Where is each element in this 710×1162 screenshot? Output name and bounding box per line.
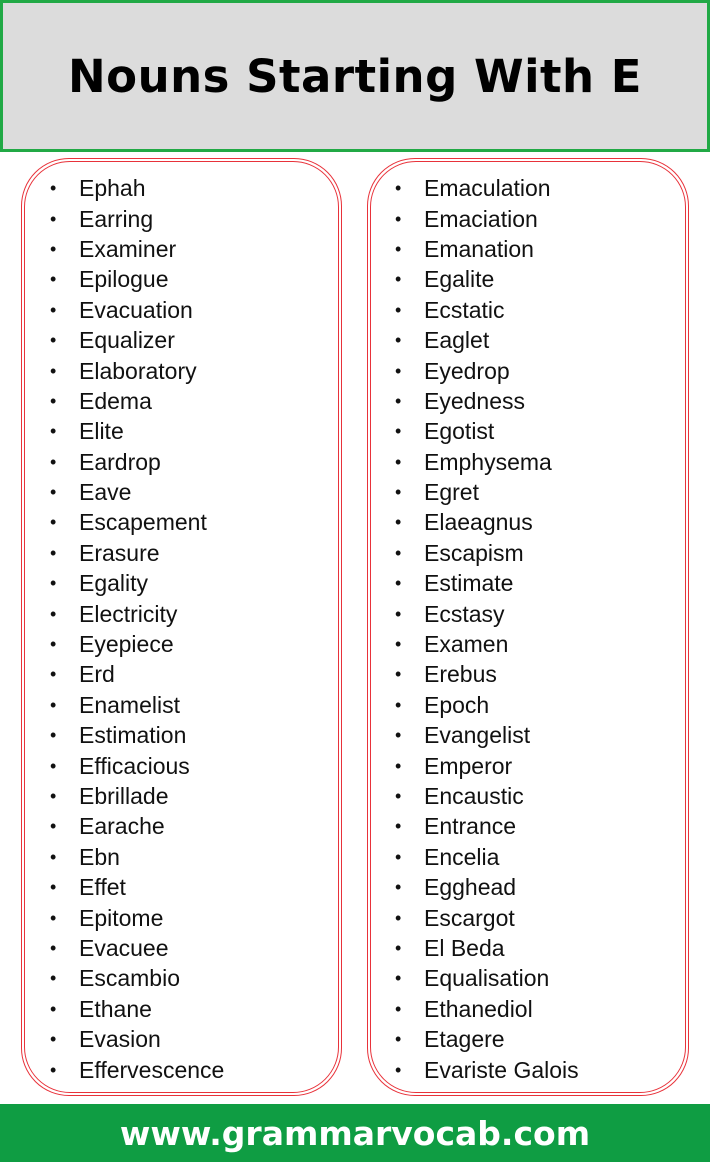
word-text: Escambio xyxy=(79,965,180,992)
word-text: Ethanediol xyxy=(424,995,533,1022)
list-item xyxy=(395,781,579,811)
bullet-icon: • xyxy=(50,238,57,259)
bullet-icon: • xyxy=(50,360,57,381)
bullet-icon: • xyxy=(395,907,402,928)
bullet-icon: • xyxy=(395,1059,402,1080)
word-text: Escapism xyxy=(424,539,524,566)
bullet-icon: • xyxy=(395,877,402,898)
list-item xyxy=(50,568,224,598)
list-item xyxy=(395,690,579,720)
left-word-box xyxy=(21,158,342,1096)
list-item xyxy=(395,872,579,902)
word-text: Etagere xyxy=(424,1026,505,1053)
bullet-icon: • xyxy=(395,603,402,624)
list-item xyxy=(50,720,224,750)
list-item xyxy=(395,447,579,477)
bullet-icon: • xyxy=(395,482,402,503)
word-text: Emaciation xyxy=(424,205,538,232)
bullet-icon: • xyxy=(395,542,402,563)
word-text: Egret xyxy=(424,479,479,506)
list-item xyxy=(395,750,579,780)
list-item xyxy=(50,325,224,355)
bullet-icon: • xyxy=(395,573,402,594)
bullet-icon: • xyxy=(50,178,57,199)
bullet-icon: • xyxy=(395,1029,402,1050)
page-title: Nouns Starting With E xyxy=(68,49,642,103)
word-text: Epitome xyxy=(79,904,164,931)
word-text: Effervescence xyxy=(79,1056,225,1083)
bullet-icon: • xyxy=(395,664,402,685)
word-text: Evacuee xyxy=(79,934,169,961)
list-item xyxy=(395,1054,579,1084)
word-text: Evacuation xyxy=(79,296,193,323)
bullet-icon: • xyxy=(50,786,57,806)
word-text: Equalizer xyxy=(79,327,175,354)
list-item xyxy=(395,295,579,325)
word-text: Escargot xyxy=(424,904,515,931)
bullet-icon: • xyxy=(50,725,57,746)
header-banner xyxy=(0,0,710,152)
list-item xyxy=(50,477,224,507)
list-item xyxy=(50,750,224,780)
bullet-icon: • xyxy=(50,846,57,867)
list-item xyxy=(50,264,224,294)
list-item xyxy=(50,386,224,416)
list-item xyxy=(50,811,224,841)
right-word-list xyxy=(395,173,579,1085)
list-item xyxy=(50,203,224,233)
bullet-icon: • xyxy=(395,269,402,290)
word-text: Eardrop xyxy=(79,448,161,475)
list-item xyxy=(50,842,224,872)
list-item xyxy=(395,598,579,628)
bullet-icon: • xyxy=(50,421,57,442)
list-item xyxy=(395,416,579,446)
list-item xyxy=(50,1054,224,1084)
list-item xyxy=(395,507,579,537)
word-text: Effet xyxy=(79,874,126,901)
footer-banner xyxy=(0,1104,710,1162)
bullet-icon: • xyxy=(395,208,402,229)
word-text: Evariste Galois xyxy=(424,1056,579,1083)
word-text: Elaboratory xyxy=(79,357,197,384)
list-item xyxy=(395,1024,579,1054)
word-text: Ecstasy xyxy=(424,600,505,627)
list-item xyxy=(50,416,224,446)
bullet-icon: • xyxy=(50,330,57,351)
list-item xyxy=(395,902,579,932)
word-text: Eaglet xyxy=(424,327,490,354)
word-text: Examen xyxy=(424,631,509,658)
bullet-icon: • xyxy=(395,330,402,351)
list-item xyxy=(395,325,579,355)
bullet-icon: • xyxy=(50,603,57,624)
list-item xyxy=(50,538,224,568)
bullet-icon: • xyxy=(395,816,402,837)
website-url: www.grammarvocab.com xyxy=(119,1113,591,1153)
bullet-icon: • xyxy=(50,877,57,898)
word-text: Elaeagnus xyxy=(424,509,533,536)
word-text: Escapement xyxy=(79,509,207,536)
list-item xyxy=(50,902,224,932)
list-item xyxy=(395,963,579,993)
word-text: Equalisation xyxy=(424,965,550,992)
word-text: Encaustic xyxy=(424,783,524,809)
list-item xyxy=(50,872,224,902)
word-text: Examiner xyxy=(79,235,177,262)
bullet-icon: • xyxy=(395,634,402,655)
list-item xyxy=(395,994,579,1024)
list-item xyxy=(395,538,579,568)
bullet-icon: • xyxy=(50,390,57,411)
bullet-icon: • xyxy=(50,573,57,594)
bullet-icon: • xyxy=(50,482,57,503)
list-item xyxy=(50,781,224,811)
bullet-icon: • xyxy=(50,512,57,533)
bullet-icon: • xyxy=(50,968,57,989)
list-item xyxy=(395,720,579,750)
word-text: Egghead xyxy=(424,874,517,901)
word-text: Egality xyxy=(79,570,149,597)
list-item xyxy=(395,933,579,963)
word-text: Edema xyxy=(79,387,152,414)
word-text: Emanation xyxy=(424,235,534,262)
bullet-icon: • xyxy=(395,937,402,958)
bullet-icon: • xyxy=(395,755,402,776)
bullet-icon: • xyxy=(395,390,402,411)
list-item xyxy=(395,659,579,689)
word-text: Emphysema xyxy=(424,448,552,475)
word-text: Evasion xyxy=(79,1026,161,1053)
word-text: Eyedrop xyxy=(424,357,510,384)
list-item xyxy=(50,994,224,1024)
word-text: Erd xyxy=(79,661,115,688)
word-text: Estimation xyxy=(79,722,187,749)
word-text: Entrance xyxy=(424,813,517,840)
word-text: Egotist xyxy=(424,418,495,445)
bullet-icon: • xyxy=(50,907,57,928)
word-text: Efficacious xyxy=(79,752,190,779)
word-text: Earache xyxy=(79,813,165,840)
bullet-icon: • xyxy=(395,786,402,806)
word-text: Erasure xyxy=(79,539,160,566)
list-item xyxy=(50,295,224,325)
word-text: El Beda xyxy=(424,934,505,961)
word-text: Eyedness xyxy=(424,387,526,414)
bullet-icon: • xyxy=(50,1029,57,1050)
word-text: Epilogue xyxy=(79,266,169,293)
right-word-box xyxy=(367,158,689,1096)
word-text: Elite xyxy=(79,418,124,445)
word-text: Ecstatic xyxy=(424,296,505,323)
list-item xyxy=(395,386,579,416)
word-text: Egalite xyxy=(424,266,495,293)
word-text: Eyepiece xyxy=(79,631,174,658)
word-text: Erebus xyxy=(424,661,497,688)
word-text: Electricity xyxy=(79,600,178,627)
word-text: Estimate xyxy=(424,570,514,597)
bullet-icon: • xyxy=(395,998,402,1019)
word-text: Ebn xyxy=(79,843,120,870)
bullet-icon: • xyxy=(50,755,57,776)
list-item xyxy=(395,568,579,598)
bullet-icon: • xyxy=(395,725,402,746)
bullet-icon: • xyxy=(50,1059,57,1080)
word-text: Enamelist xyxy=(79,691,180,718)
bullet-icon: • xyxy=(50,998,57,1019)
bullet-icon: • xyxy=(50,816,57,837)
word-text: Epoch xyxy=(424,691,490,718)
list-item xyxy=(395,355,579,385)
list-item xyxy=(395,264,579,294)
word-text: Emaculation xyxy=(424,175,551,202)
bullet-icon: • xyxy=(395,178,402,199)
list-item xyxy=(395,234,579,264)
bullet-icon: • xyxy=(395,451,402,472)
word-text: Ethane xyxy=(79,995,152,1022)
list-item xyxy=(50,234,224,264)
word-text: Earring xyxy=(79,205,154,232)
list-item xyxy=(395,173,579,203)
list-item xyxy=(395,629,579,659)
word-text: Eave xyxy=(79,479,132,506)
list-item xyxy=(50,355,224,385)
list-item xyxy=(50,690,224,720)
bullet-icon: • xyxy=(50,634,57,655)
bullet-icon: • xyxy=(395,968,402,989)
bullet-icon: • xyxy=(50,664,57,685)
bullet-icon: • xyxy=(50,299,57,320)
list-item xyxy=(395,203,579,233)
list-item xyxy=(50,447,224,477)
bullet-icon: • xyxy=(395,512,402,533)
list-item xyxy=(395,842,579,872)
word-text: Emperor xyxy=(424,752,513,779)
list-item xyxy=(395,477,579,507)
list-item xyxy=(50,507,224,537)
bullet-icon: • xyxy=(50,208,57,229)
list-item xyxy=(50,598,224,628)
bullet-icon: • xyxy=(50,694,57,715)
bullet-icon: • xyxy=(395,299,402,320)
list-item xyxy=(50,1024,224,1054)
list-item xyxy=(395,811,579,841)
word-text: Ebrillade xyxy=(79,783,169,809)
bullet-icon: • xyxy=(50,451,57,472)
bullet-icon: • xyxy=(395,846,402,867)
list-item xyxy=(50,629,224,659)
bullet-icon: • xyxy=(395,238,402,259)
word-text: Evangelist xyxy=(424,722,531,749)
list-item xyxy=(50,173,224,203)
list-item xyxy=(50,933,224,963)
bullet-icon: • xyxy=(395,360,402,381)
bullet-icon: • xyxy=(395,421,402,442)
bullet-icon: • xyxy=(50,542,57,563)
list-item xyxy=(50,963,224,993)
bullet-icon: • xyxy=(50,269,57,290)
bullet-icon: • xyxy=(395,694,402,715)
word-text: Ephah xyxy=(79,175,146,202)
list-item xyxy=(50,659,224,689)
left-word-list xyxy=(50,173,224,1085)
bullet-icon: • xyxy=(50,937,57,958)
word-text: Encelia xyxy=(424,843,500,870)
